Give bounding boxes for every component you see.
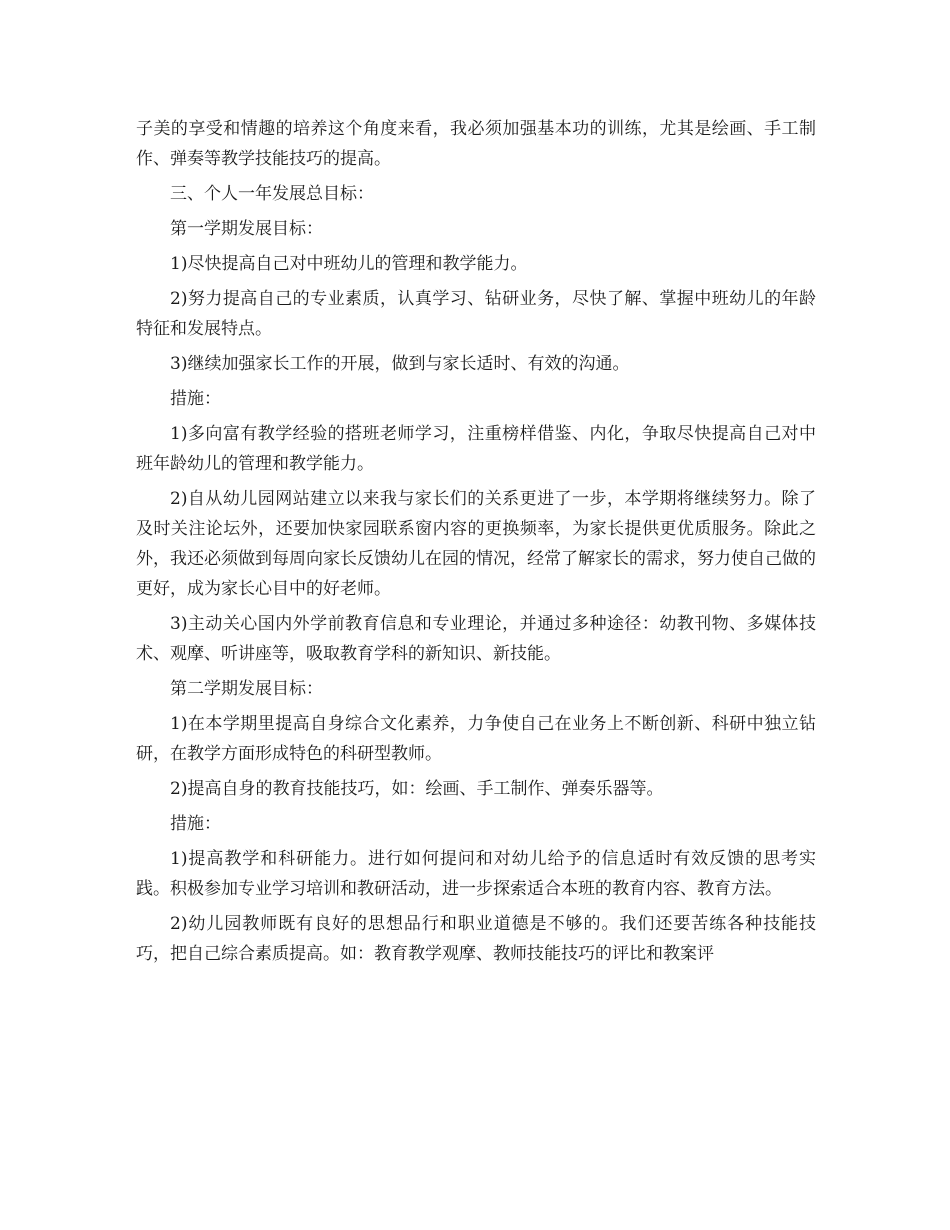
subsection-heading: 措施： [170, 814, 221, 834]
paragraph: 1)提高教学和科研能力。进行如何提问和对幼儿给予的信息适时有效反馈的思考实践。积极参加专业学习培训和教研活动，进一步探索适合本班的教育内容、教育方法。 [136, 849, 816, 899]
paragraph: 2)幼儿园教师既有良好的思想品行和职业道德是不够的。我们还要苦练各种技能技巧，把自己综合素质提高。如：教育教学观摩、教师技能技巧的评比和教案评 [136, 914, 816, 964]
paragraph: 2)自从幼儿园网站建立以来我与家长们的关系更进了一步，本学期将继续努力。除了及时关注论坛外，还要加快家园联系窗内容的更换频率，为家长提供更优质服务。除此之外，我还必须做到每周向家长反馈幼儿在园的情况，经常了解家长的需求，努力使自己做的更好，成为家长心目中的好老师。 [136, 489, 816, 599]
subsection-heading: 第二学期发展目标： [170, 679, 323, 699]
paragraph: 2)努力提高自己的专业素质，认真学习、钻研业务，尽快了解、掌握中班幼儿的年龄特征和发展特点。 [136, 289, 816, 339]
paragraph: 1)尽快提高自己对中班幼儿的管理和教学能力。 [170, 254, 528, 274]
document-body [136, 114, 816, 974]
section-heading: 三、个人一年发展总目标： [170, 184, 374, 204]
paragraph: 3)继续加强家长工作的开展，做到与家长适时、有效的沟通。 [170, 354, 630, 374]
subsection-heading: 第一学期发展目标： [170, 219, 323, 239]
paragraph: 1)在本学期里提高自身综合文化素养，力争使自己在业务上不断创新、科研中独立钻研，在教学方面形成特色的科研型教师。 [136, 714, 816, 764]
paragraph: 子美的享受和情趣的培养这个角度来看，我必须加强基本功的训练，尤其是绘画、手工制作、弹奏等教学技能技巧的提高。 [136, 119, 816, 169]
paragraph: 2)提高自身的教育技能技巧，如：绘画、手工制作、弹奏乐器等。 [170, 779, 664, 799]
paragraph: 3)主动关心国内外学前教育信息和专业理论，并通过多种途径：幼教刊物、多媒体技术、观摩、听讲座等，吸取教育学科的新知识、新技能。 [136, 614, 816, 664]
subsection-heading: 措施： [170, 389, 221, 409]
paragraph: 1)多向富有教学经验的搭班老师学习，注重榜样借鉴、内化，争取尽快提高自己对中班年龄幼儿的管理和教学能力。 [136, 424, 816, 474]
